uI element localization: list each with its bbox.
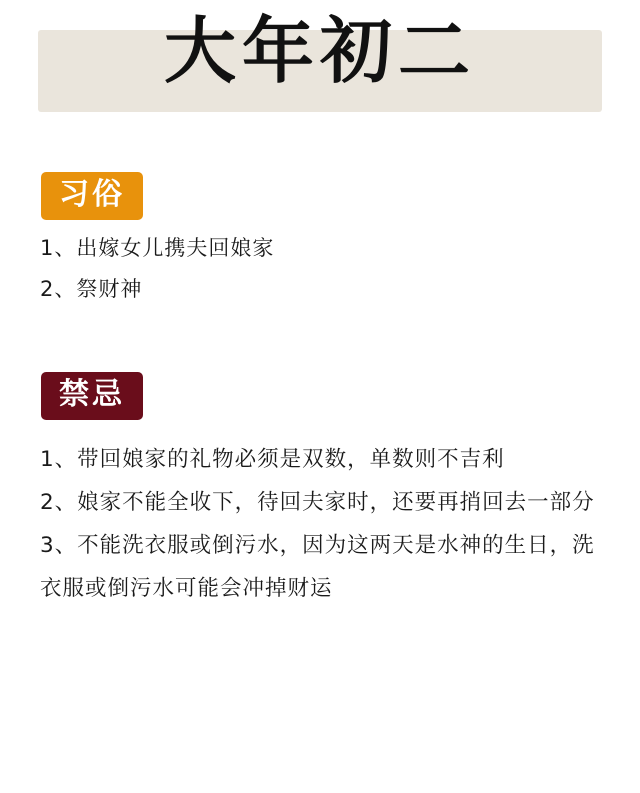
list-item: 1、出嫁女儿携夫回娘家 (40, 236, 275, 260)
list-item: 1、带回娘家的礼物必须是双数，单数则不吉利 (40, 447, 505, 472)
list-item: 2、娘家不能全收下，待回夫家时，还要再捎回去一部分 (40, 490, 595, 515)
customs-list (40, 228, 600, 310)
list-item: 2、祭财神 (40, 277, 143, 301)
page-title: 大年初二 (163, 9, 476, 93)
section-tag-taboos: 禁忌 (41, 372, 143, 420)
list-item: 3、不能洗衣服或倒污水，因为这两天是水神的生日，洗衣服或倒污水可能会冲掉财运 (40, 533, 595, 601)
taboos-list (40, 438, 600, 610)
section-tag-customs: 习俗 (41, 172, 143, 220)
